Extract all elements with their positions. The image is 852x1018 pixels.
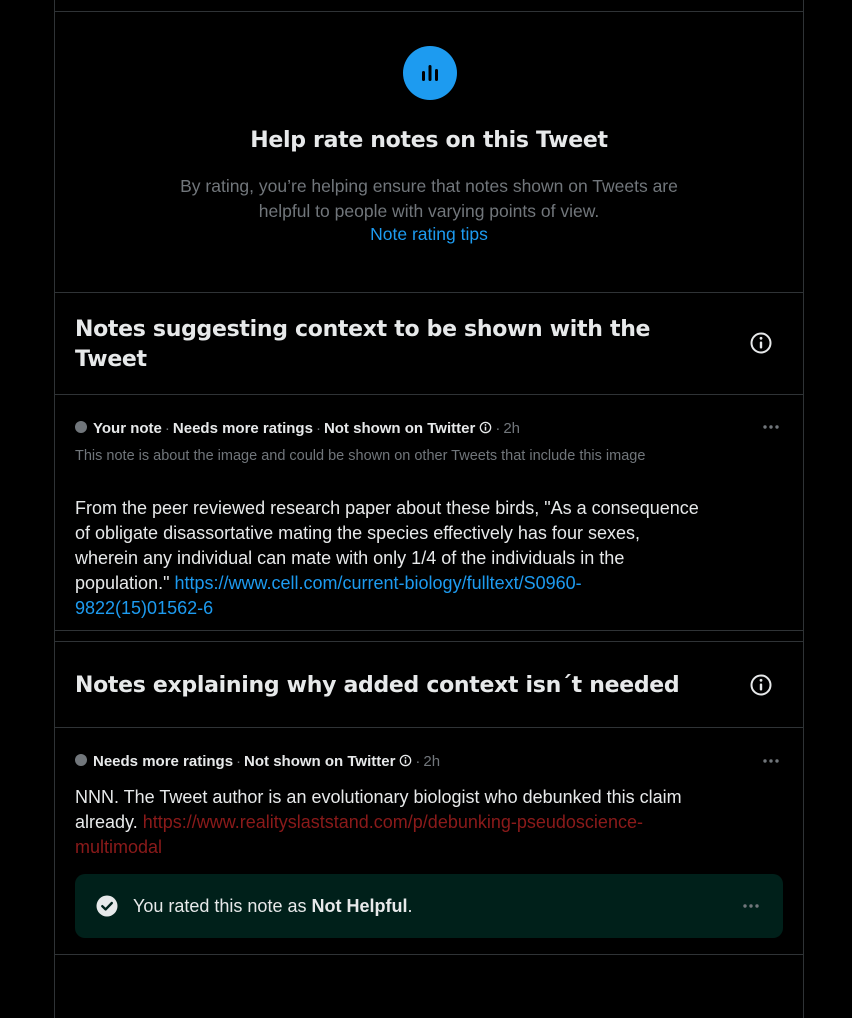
note-timestamp: 2h (423, 753, 441, 770)
page-title: Help rate notes on this Tweet (250, 128, 608, 153)
more-options-icon[interactable] (761, 751, 781, 771)
note-meta: Your note · Needs more ratings · Not shown on Twitter · 2h (75, 419, 520, 439)
note-visibility: Not shown on Twitter (244, 753, 396, 770)
bar-chart-icon (403, 46, 457, 100)
note-source-link[interactable]: https://www.realityslaststand.com/p/debunking-pseudoscience-multimodal (75, 812, 643, 857)
note-author: Your note (93, 420, 162, 437)
note-meta: Needs more ratings · Not shown on Twitter · 2h (75, 752, 440, 772)
rating-confirmation (75, 874, 783, 938)
info-icon[interactable] (399, 754, 412, 767)
more-options-icon[interactable] (761, 417, 781, 437)
info-icon[interactable] (479, 421, 492, 434)
check-circle-icon (96, 895, 118, 917)
divider (55, 11, 803, 12)
status-dot (75, 754, 87, 766)
note-source-link[interactable]: https://www.cell.com/current-biology/fulltext/S0960-9822(15)01562-6 (75, 573, 582, 618)
rating-text: You rated this note as Not Helpful. (133, 896, 413, 916)
hero-description: By rating, you’re helping ensure that notes shown on Tweets are helpful to people with varying points of view. (180, 176, 678, 221)
note-body: NNN. The Tweet author is an evolutionary biologist who debunked this claim already. https://www.realityslaststand.com/p/debunking-pseudoscience-multimodal (75, 787, 682, 857)
divider (55, 954, 803, 955)
section-title-suggesting-context: Notes suggesting context to be shown with the Tweet (75, 317, 651, 372)
note-status: Needs more ratings (172, 420, 313, 437)
more-options-icon[interactable] (741, 896, 761, 916)
info-icon[interactable] (749, 673, 773, 697)
rating-value: Not Helpful (311, 896, 408, 916)
divider (55, 394, 803, 395)
note-visibility: Not shown on Twitter (323, 420, 476, 437)
note-body: From the peer reviewed research paper about these birds, "As a consequence of obligate disassortative mating the species effectively has four sexes, wherein any individual can mate with only 1/4 of the individuals in the population." https://www.cell.com/current-biology/fulltext/S0960-9822(15)01562-6 (75, 498, 699, 618)
divider (55, 641, 803, 642)
note-subtitle: This note is about the image and could be shown on other Tweets that include this image (75, 448, 646, 464)
info-icon[interactable] (749, 331, 773, 355)
note-status: Needs more ratings (93, 753, 234, 770)
divider (55, 292, 803, 293)
notes-column (54, 0, 804, 1018)
section-title-context-not-needed: Notes explaining why added context isn´t needed (75, 673, 680, 698)
note-rating-tips-link[interactable]: Note rating tips (370, 224, 488, 244)
divider (55, 630, 803, 631)
divider (55, 727, 803, 728)
note-timestamp: 2h (503, 420, 520, 437)
status-dot (75, 421, 87, 433)
